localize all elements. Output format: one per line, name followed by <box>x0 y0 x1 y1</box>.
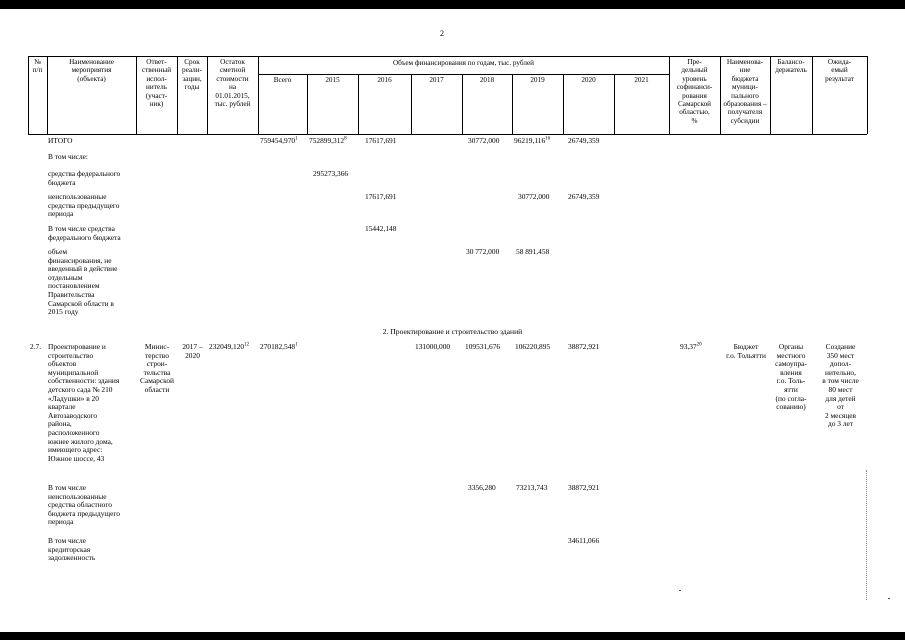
col-header-num: № п/п <box>32 58 43 75</box>
col-header-2015: 2015 <box>325 76 340 84</box>
col-header-2018: 2018 <box>479 76 495 84</box>
federal-funds-label: средства федерального бюджета <box>48 169 121 187</box>
col-header-responsible: Ответ- ственный испол- нитель (участ- ник) <box>141 58 172 109</box>
col-header-expected-result: Ожида- емый результат <box>825 58 854 83</box>
col-header-remaining-cost: Остаток сметной стоимости на 01.01.2015, тыс. рублей <box>214 58 251 109</box>
row-total: 270182,548$^1$ <box>260 342 298 351</box>
itogo-2016: 17617,691 <box>365 136 397 145</box>
row-2019: 106220,895 <box>515 342 551 351</box>
volume-not-enacted-label: объем финансирования, не введенный в действие отдельным постановлением Правительства Самарской области в 2015 году <box>48 247 118 317</box>
unused-funds-2016: 17617,691 <box>365 192 397 201</box>
col-header-cofinancing-limit: Пре- дельный уровень софинанси- рования Самарской областью, % <box>676 58 713 125</box>
including-label: В том числе: <box>48 152 88 161</box>
row-2017: 131000,000 <box>415 342 451 351</box>
unused-funds-2019: 30772,000 <box>518 192 550 201</box>
col-header-2021: 2021 <box>634 76 649 84</box>
row-term: 2017 – 2020 <box>182 342 203 360</box>
row-expected-result: Создание 350 мест допол- нительно, в том числе 80 мест для детей от 2 месяцев до 3 лет <box>822 342 859 429</box>
unused-funds-label: неиспользованные средства предыдущего периода <box>48 192 120 219</box>
row-number: 2.7. <box>30 342 42 351</box>
table-top-rule <box>28 56 867 57</box>
year-header-rule <box>258 74 669 75</box>
row-unused-2018: 3356,280 <box>468 483 496 492</box>
header-bottom-rule <box>28 134 867 135</box>
row-debt-2020: 34611,066 <box>568 536 600 545</box>
itogo-total: 759454,970$^1$ <box>260 136 298 145</box>
itogo-2015: 752899,312$^8$ <box>309 136 347 145</box>
volume-not-enacted-2018: 30 772,000 <box>466 247 500 256</box>
scan-top-border <box>0 0 905 9</box>
unused-funds-2020: 26749,359 <box>568 192 600 201</box>
row-cofinancing-limit: 93,37$^{20}$ <box>680 342 702 351</box>
scan-speck <box>679 590 681 591</box>
row-budget-name: Бюджет г.о. Тольятти <box>726 342 766 360</box>
itogo-2018: 30772,000 <box>468 136 500 145</box>
col-header-2020: 2020 <box>581 76 596 84</box>
row-object-name: Проектирование и строительство объектов муниципальной собственности: здания детского сада № 210 «Ладушки» в 20 квартале Автозаводского района, расположенного южнее жилого дома, имеющего адрес: Южное шоссе, 43 <box>48 342 120 463</box>
row-2020: 38872,921 <box>568 342 600 351</box>
federal-funds-2015: 295273,366 <box>313 169 349 178</box>
col-header-total: Всего <box>273 76 292 84</box>
grid-line <box>258 56 259 134</box>
col-header-2016: 2016 <box>377 76 392 84</box>
col-header-balance-holder: Балансо- держатель <box>775 58 807 75</box>
row-balance-holder: Органы местного самоупра- вления г.о. Толь- ятти (по согла- сованию) <box>775 342 807 412</box>
federal-incl-2016: 15442,148 <box>365 224 397 233</box>
scan-artifact-line <box>866 470 867 600</box>
scan-bottom-border <box>0 632 905 640</box>
row-2018: 109531,676 <box>465 342 501 351</box>
row-debt-label: В том числе кредиторская задолженность <box>48 536 96 563</box>
itogo-label: ИТОГО <box>48 136 73 145</box>
col-header-name: Наименование мероприятия (объекта) <box>69 58 114 83</box>
col-header-term: Срок реали- зации, годы <box>182 58 202 92</box>
section-heading: 2. Проектирование и строительство зданий <box>382 327 523 336</box>
volume-not-enacted-2019: 58 891,458 <box>516 247 550 256</box>
row-unused-2020: 38872,921 <box>568 483 600 492</box>
grid-line <box>867 56 868 134</box>
col-header-2017: 2017 <box>429 76 444 84</box>
row-unused-label: В том числе неиспользованные средства областного бюджета предыдущего периода <box>48 483 120 527</box>
col-header-funding: Объем финансирования по годам, тыс. рублей <box>392 59 535 67</box>
col-header-2019: 2019 <box>530 76 545 84</box>
col-header-budget-name: Наименова- ние бюджета муници- пального образования – получателя субсидии <box>723 58 767 125</box>
federal-incl-label: В том числе средства федерального бюджета <box>48 224 121 242</box>
itogo-2019: 96219,116$^{16}$ <box>514 136 551 145</box>
scan-speck <box>888 598 890 599</box>
row-responsible: Минис- терство строи- тельства Самарской области <box>140 342 174 394</box>
row-remaining-cost: 232049,120$^{12}$ <box>209 342 250 351</box>
itogo-2020: 26749,359 <box>568 136 600 145</box>
row-unused-2019: 73213,743 <box>516 483 548 492</box>
page-number: 2 <box>440 29 444 38</box>
